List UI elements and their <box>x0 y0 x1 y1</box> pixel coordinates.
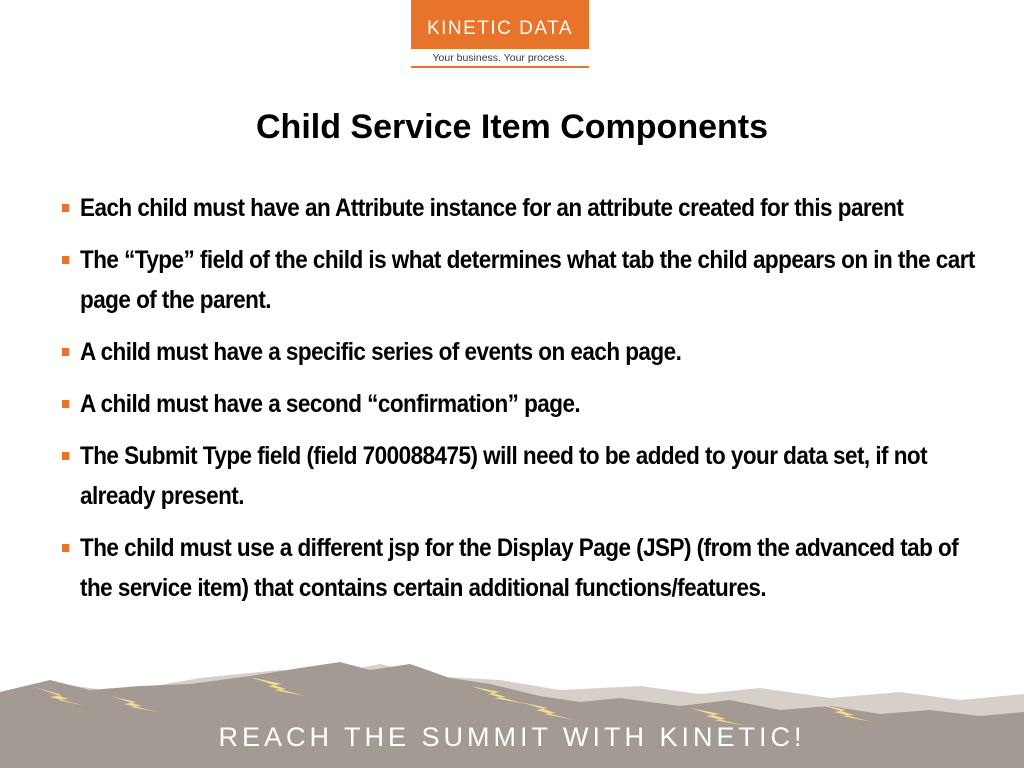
bullet-square-icon <box>62 544 69 552</box>
bullet-list <box>62 188 982 620</box>
bullet-item <box>62 188 980 228</box>
logo-tagline: Your business. Your process. <box>432 52 568 64</box>
bullet-square-icon <box>62 204 69 212</box>
bullet-item <box>62 436 980 516</box>
slide-title: Child Service Item Components <box>256 108 768 146</box>
kinetic-data-logo <box>411 0 591 70</box>
bullet-square-icon <box>62 400 69 408</box>
bullet-text: The child must use a different jsp for the Display Page (JSP) (from the advanced tab of the service item) that contains certain additional functions/features. <box>80 534 959 602</box>
bullet-square-icon <box>62 452 69 460</box>
bullet-item <box>62 384 980 424</box>
bullet-square-icon <box>62 348 69 356</box>
logo-wordmark: KINETIC DATA <box>411 0 589 49</box>
bullet-item <box>62 240 980 320</box>
bullet-item <box>62 528 980 608</box>
bullet-text: Each child must have an Attribute instance for an attribute created for this parent <box>80 194 904 222</box>
bullet-text: A child must have a specific series of events on each page. <box>80 338 682 366</box>
bullet-text: A child must have a second “confirmation” page. <box>80 390 581 418</box>
logo-underline <box>411 66 589 68</box>
bullet-text: The Submit Type field (field 700088475) will need to be added to your data set, if not already present. <box>80 442 928 510</box>
footer-slogan: REACH THE SUMMIT WITH KINETIC! <box>218 722 806 752</box>
bullet-square-icon <box>62 256 69 264</box>
bullet-item <box>62 332 980 372</box>
bullet-text: The “Type” field of the child is what determines what tab the child appears on in the cart page of the parent. <box>80 246 975 314</box>
